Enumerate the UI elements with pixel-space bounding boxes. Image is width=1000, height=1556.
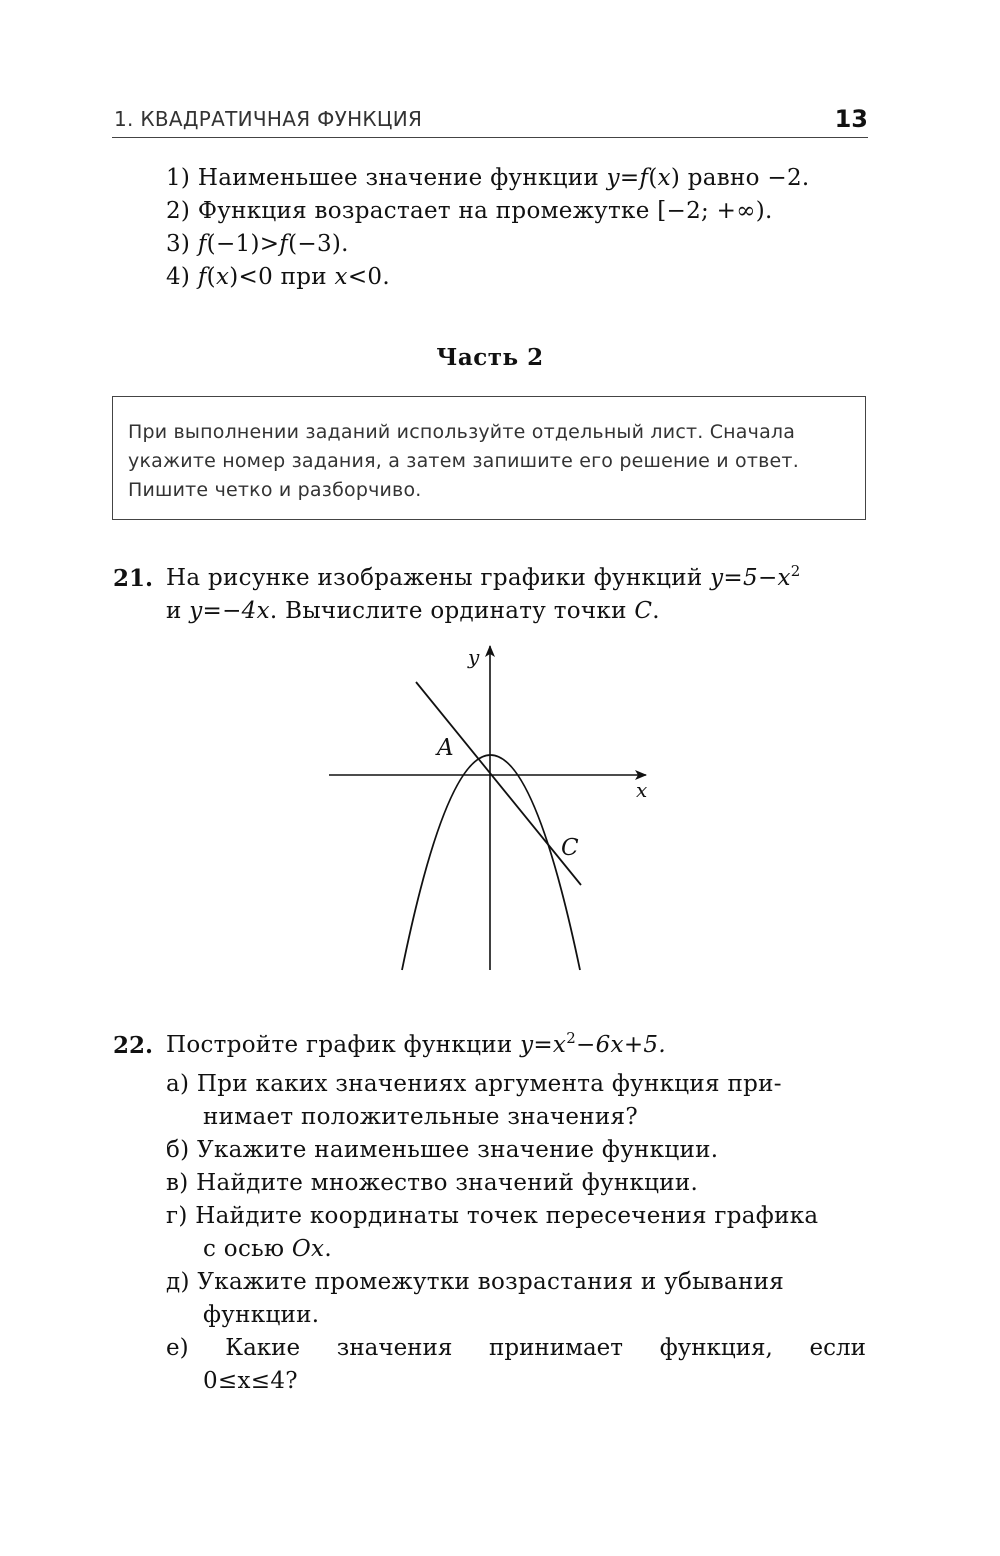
task-22-item-v: в) Найдите множество значений функции. bbox=[166, 1170, 699, 1196]
running-title: 1. КВАДРАТИЧНАЯ ФУНКЦИЯ bbox=[114, 107, 423, 131]
point-c-label: C bbox=[561, 835, 579, 861]
point-a-label: A bbox=[437, 735, 454, 761]
instruction-line: При выполнении заданий используйте отдельный лист. Сначала bbox=[128, 421, 796, 443]
task-22-item-g-cont: с осью Ox. bbox=[203, 1236, 332, 1262]
part-title: Часть 2 bbox=[436, 344, 544, 371]
line-graph bbox=[416, 682, 581, 885]
axis-y-label: y bbox=[468, 645, 480, 669]
task-22-item-d: д) Укажите промежутки возрастания и убывания bbox=[166, 1269, 785, 1295]
option-2: 2) Функция возрастает на промежутке [−2; +∞). bbox=[166, 198, 773, 224]
option-4: 4) f(x)<0 при x<0. bbox=[166, 264, 390, 290]
option-1: 1) Наименьшее значение функции y=f(x) равно −2. bbox=[166, 165, 810, 191]
option-3: 3) f(−1)>f(−3). bbox=[166, 231, 349, 257]
task-22-statement: Постройте график функции $y=x^2-6x+5$. bbox=[166, 1029, 666, 1058]
axis-x-label: x bbox=[636, 778, 648, 802]
task-22-item-a-cont: нимает положительные значения? bbox=[203, 1104, 638, 1130]
task-21-line-1: На рисунке изображены графики функций $y=5-x^2$ bbox=[166, 562, 801, 591]
task-22-item-e: е) Какие значения принимает функция, если bbox=[166, 1335, 866, 1361]
task-21-line-2: и y=−4x. Вычислите ординату точки C. bbox=[166, 598, 660, 624]
function-graph-figure bbox=[320, 640, 660, 980]
running-head bbox=[112, 103, 868, 138]
instruction-line: Пишите четко и разборчиво. bbox=[128, 479, 422, 501]
page-number: 13 bbox=[834, 105, 868, 133]
instruction-line: укажите номер задания, а затем запишите его решение и ответ. bbox=[128, 450, 799, 472]
parabola-curve bbox=[402, 755, 580, 970]
task-22-item-g: г) Найдите координаты точек пересечения графика bbox=[166, 1203, 819, 1229]
task-22-item-a: а) При каких значениях аргумента функция при- bbox=[166, 1071, 782, 1097]
task-22-item-b: б) Укажите наименьшее значение функции. bbox=[166, 1137, 719, 1163]
task-22-number: 22. bbox=[113, 1032, 154, 1059]
task-21-number: 21. bbox=[113, 565, 154, 592]
instruction-box bbox=[112, 396, 866, 520]
task-22-item-e-cont: 0≤x≤4? bbox=[203, 1368, 298, 1394]
task-22-item-d-cont: функции. bbox=[203, 1302, 320, 1328]
